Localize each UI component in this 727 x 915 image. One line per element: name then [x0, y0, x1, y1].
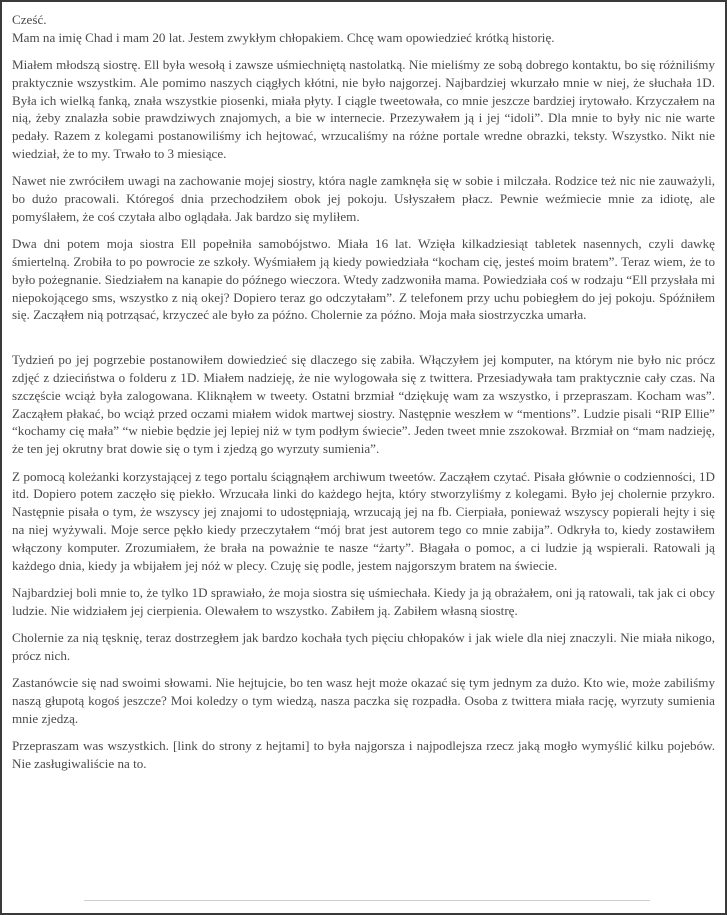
paragraph-2: Nawet nie zwróciłem uwagi na zachowanie mojej siostry, która nagle zamknęła się w sobie i milczała. Rodzice też nic nie zauważyli, bo dużo pracowali. Któregoś dnia przechodziłem obok jej pokoju. Usłyszałem płacz. Pewnie weźmiecie mnie za idiotę, ale pomyślałem, że coś czytała albo oglądała. Jak bardzo się myliłem.: [12, 173, 715, 224]
paragraph-9: Przepraszam was wszystkich. [link do strony z hejtami] to była najgorsza i najpodlejsza rzecz jaką mogło wymyślić kilku pojebów. Nie zasługiwaliście na to.: [12, 737, 715, 771]
paragraph-8: Zastanówcie się nad swoimi słowami. Nie hejtujcie, bo ten wasz hejt może okazać się tym jednym za dużo. Kto wie, może zabiliśmy naszą głupotą kogoś jeszcze? Moi koledzy o tym wiedzą, nasza paczka się rozpadła. Osoba z twittera miała rację, wyrzuty sumienia mnie zjedzą.: [12, 675, 715, 726]
paragraph-6: Najbardziej boli mnie to, że tylko 1D sprawiało, że moja siostra się uśmiechała. Kiedy ja ją obrażałem, oni ją ratowali, tak jak ci obcy ludzie. Nie widziałem jej cierpienia. Olewałem to wszystko. Zabiłem ją. Zabiłem własną siostrę.: [12, 584, 715, 618]
paragraph-1: Miałem młodszą siostrę. Ell była wesołą i zawsze uśmiechniętą nastolatką. Nie mieliśmy ze sobą dobrego kontaktu, bo się różniliśmy praktycznie wszystkim. Ale pomimo naszych ciągłych kłótni, nie było najgorzej. Najbardziej wkurzało mnie w niej, że słuchała 1D. Była ich wielką fanką, znała wszystkie piosenki, miała płyty. I ciągle tweetowała, co mnie jeszcze bardziej irytowało. Krzyczałem na nią, żeby znalazła sobie prawdziwych znajomych, a bie w internecie. Przezywałem ją i jej “idoli”. Dla mnie to były nic nie warte pedały. Razem z kolegami postanowiliśmy ich hejtować, wrzucaliśmy na różne portale wredne obrazki, teksty. Wszystko. Nikt nie wiedział, że to my. Trwało to 3 miesiące.: [12, 57, 715, 162]
opening-paragraph: [12, 11, 715, 47]
paragraph-4: Tydzień po jej pogrzebie postanowiłem dowiedzieć się dlaczego się zabiła. Włączyłem jej komputer, na którym nie było nic prócz zdjęć z dzieciństwa o folderu z 1D. Miałem nadzieję, że nie wylogowała się z twittera. Przesiadywała tam praktycznie cały czas. Na szczęście wciąż była zalogowana. Kliknąłem w tweety. Ostatni brzmiał “dziękuję wam za wszystko, i przepraszam. Kocham was”. Zacząłem płakać, bo wciąż przed oczami miałem widok martwej siostry. Następnie weszłem w “mentions”. Ludzie pisali “RIP Ellie” “kochamy cię mała” “w niebie będzie jej lepiej niż w tym podłym świecie”. Jeden tweet mnie zszokował. Brzmiał on “mam nadzieję, że ten jej okrutny brat dowie się o tym i zjedzą go wyrzuty sumienia”.: [12, 352, 715, 457]
bottom-divider: [84, 900, 650, 901]
paragraph-3: Dwa dni potem moja siostra Ell popełniła samobójstwo. Miała 16 lat. Wzięła kilkadziesiąt tabletek nasennych, czyli dawkę śmiertelną. Zrobiła to po powrocie ze szkoły. Wyśmiałem ją kiedy powiedziała “kocham cię, jesteś moim bratem”. Teraz wiem, że to było pożegnanie. Siedziałem na kanapie do późnego wieczora. Wtedy zadzwoniła mama. Powiedziała coś w rodzaju “Ell przysłała mi niepokojącego sms, wszystko z nią okej? Dopiero teraz go odczytałam”. Z telefonem przy uchu pobiegłem do jej pokoju. Spóźniłem się. Zacząłem nią potrząsać, krzyczeć ale było za późno. Cholernie za późno. Moja mała siostrzyczka umarła.: [12, 236, 715, 323]
paragraph-5: Z pomocą koleżanki korzystającej z tego portalu ściągnąłem archiwum tweetów. Zacząłem czytać. Pisała głównie o codzienności, 1D itd. Dopiero potem zaczęło się piekło. Wrzucała linki do każdego hejta, który stworzyliśmy z kolegami. Było jej cholernie przykro. Następnie pisała o tym, że wszyscy jej znajomi to udostępniają, wrzucają jej na fb. Cierpiała, ponieważ wszyscy popierali hejty i się na niej wyżywali. Moje serce pękło kiedy przeczytałem “mój brat jest autorem tego co mnie zabija”. Odkryła to, kiedy zostawiłem włączony komputer. Zrozumiałem, że brała na poważnie te nasze “żarty”. Błagała o pomoc, a ci ludzie ją wspierali. Ratowali ją każdego dnia, kiedy ja wbijałem jej nóż w plecy. Czuję się podle, jestem najgorszym bratem na świecie.: [12, 468, 715, 573]
greeting-line: Cześć.: [12, 12, 47, 27]
paragraph-7: Cholernie za nią tęsknię, teraz dostrzegłem jak bardzo kochała tych pięciu chłopaków i jak wiele dla niej znaczyli. Nie miała nikogo, prócz nich.: [12, 629, 715, 663]
intro-line: Mam na imię Chad i mam 20 lat. Jestem zwykłym chłopakiem. Chcę wam opowiedzieć krótką historię.: [12, 29, 555, 45]
